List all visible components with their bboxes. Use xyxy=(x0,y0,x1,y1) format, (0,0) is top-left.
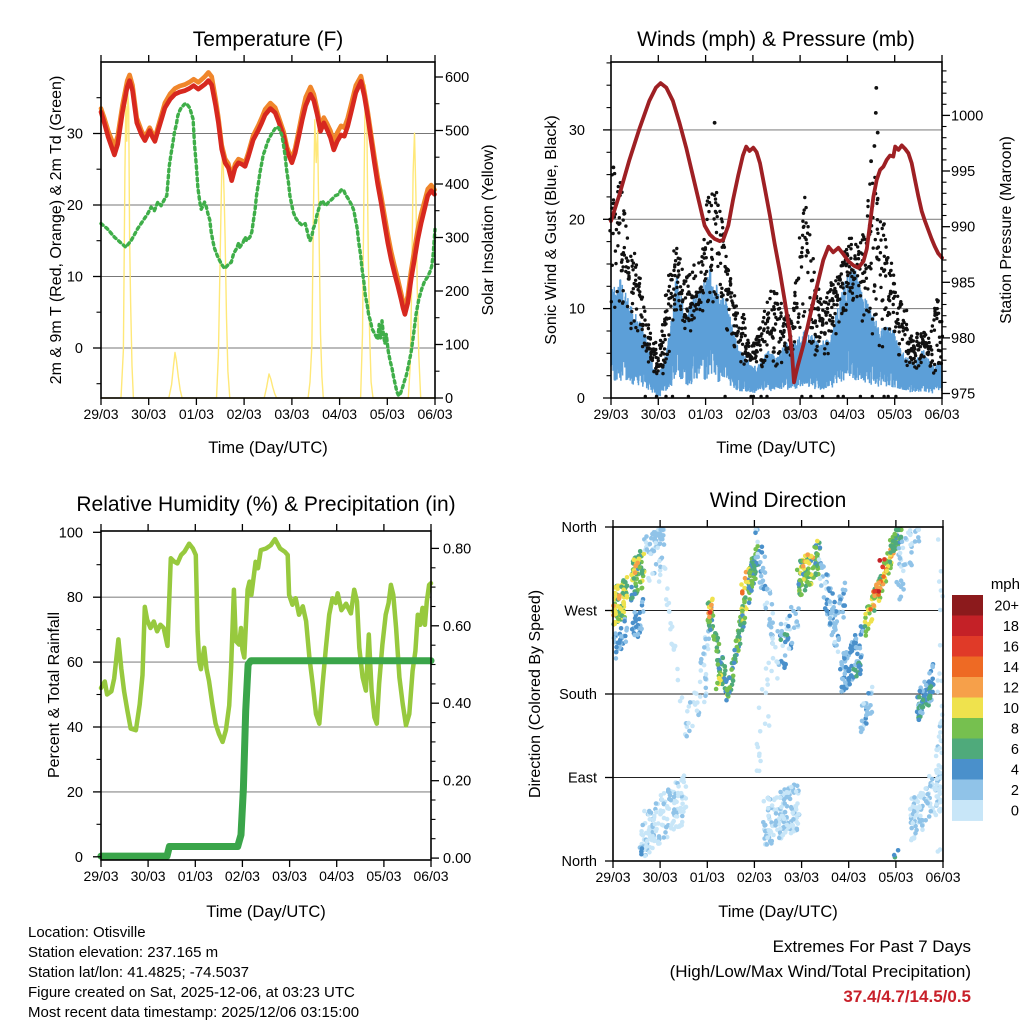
temperature-title: Temperature (F) xyxy=(192,28,344,51)
y-tick-label: 300 xyxy=(445,230,470,247)
y-tick-label: 0.40 xyxy=(443,696,472,713)
temperature-xaxis-label: Time (Day/UTC) xyxy=(208,439,328,457)
x-tick-label: 06/03 xyxy=(413,868,449,884)
y-tick-label: 0 xyxy=(74,341,83,357)
y-tick-label: 30 xyxy=(66,126,83,143)
x-tick-label: 01/03 xyxy=(177,868,213,884)
y-tick-label: 985 xyxy=(951,275,976,292)
y-tick-label: 20 xyxy=(66,784,83,801)
y-tick-label: 0.20 xyxy=(443,773,472,790)
y-tick-label: 0.80 xyxy=(443,541,472,558)
station-location: Location: Otisville xyxy=(28,924,146,941)
humidity-precip-plot xyxy=(59,524,471,884)
y-tick-label: 500 xyxy=(445,123,470,140)
x-tick-label: 02/03 xyxy=(736,869,772,885)
temperature-plot xyxy=(67,55,469,422)
temperature-yaxis-label: 2m & 9m T (Red, Orange) & 2m Td (Green) xyxy=(48,75,65,385)
x-tick-label: 30/03 xyxy=(640,406,676,422)
colorbar-tick-label: 2 xyxy=(1010,782,1019,799)
y-tick-label: 0 xyxy=(576,391,585,407)
y-tick-label: 400 xyxy=(445,177,470,193)
station-latlon: Station lat/lon: 41.4825; -74.5037 xyxy=(28,964,250,981)
x-tick-label: 03/03 xyxy=(784,869,820,885)
x-tick-label: 05/03 xyxy=(878,869,914,885)
x-tick-label: 04/03 xyxy=(829,406,865,422)
wind-gust-yaxis-label: Sonic Wind & Gust (Blue, Black) xyxy=(543,115,560,345)
y-tick-label: 0 xyxy=(74,849,83,866)
colorbar-tick-label: 8 xyxy=(1010,721,1019,738)
x-tick-label: 05/03 xyxy=(366,868,402,884)
speed-colorbar xyxy=(952,576,1020,821)
x-tick-label: 03/03 xyxy=(782,406,818,422)
direction-yaxis-label: Direction (Colored By Speed) xyxy=(527,589,544,799)
y-tick-label: 20 xyxy=(568,212,585,229)
station-elevation: Station elevation: 237.165 m xyxy=(28,944,219,961)
colorbar-tick-label: 20+ xyxy=(994,598,1019,615)
x-tick-label: 06/03 xyxy=(924,406,960,422)
x-tick-label: 04/03 xyxy=(322,406,358,422)
colorbar-tick-label: 10 xyxy=(1002,700,1019,717)
y-tick-label: 100 xyxy=(58,525,83,542)
extremes-subheading: (High/Low/Max Wind/Total Precipitation) xyxy=(669,962,971,981)
y-tick-label: 100 xyxy=(445,337,470,354)
x-tick-label: 03/03 xyxy=(272,868,308,884)
x-tick-label: 05/03 xyxy=(369,406,405,422)
y-tick-label: North xyxy=(561,854,597,870)
y-tick-label: 0.60 xyxy=(443,618,472,635)
humidity-yaxis-label: Percent & Total Rainfall xyxy=(46,611,63,779)
extremes-values: 37.4/4.7/14.5/0.5 xyxy=(843,987,971,1006)
x-tick-label: 29/03 xyxy=(595,869,631,885)
y-tick-label: 995 xyxy=(951,164,976,180)
colorbar-tick-label: 6 xyxy=(1010,741,1019,758)
wind-direction-title: Wind Direction xyxy=(709,489,847,512)
y-tick-label: 0.00 xyxy=(443,851,472,868)
x-tick-label: 01/03 xyxy=(689,869,725,885)
x-tick-label: 01/03 xyxy=(178,406,214,422)
humidity-xaxis-label: Time (Day/UTC) xyxy=(206,903,326,921)
x-tick-label: 29/03 xyxy=(83,406,119,422)
x-tick-label: 06/03 xyxy=(925,869,961,885)
y-tick-label: 600 xyxy=(445,70,470,86)
colorbar-tick-label: 16 xyxy=(1002,639,1019,656)
x-tick-label: 29/03 xyxy=(593,406,629,422)
x-tick-label: 30/03 xyxy=(130,868,166,884)
x-tick-label: 03/03 xyxy=(274,406,310,422)
y-tick-label: 80 xyxy=(66,590,83,607)
y-tick-label: 30 xyxy=(568,122,585,139)
winds-pressure-title: Winds (mph) & Pressure (mb) xyxy=(637,28,915,51)
y-tick-label: 40 xyxy=(66,720,83,736)
y-tick-label: 980 xyxy=(951,330,976,347)
colorbar-tick-label: 4 xyxy=(1010,762,1019,779)
x-tick-label: 29/03 xyxy=(83,868,119,884)
x-tick-label: 01/03 xyxy=(688,406,724,422)
extremes-block xyxy=(670,934,971,1009)
x-tick-label: 02/03 xyxy=(226,406,262,422)
x-tick-label: 02/03 xyxy=(224,868,260,884)
x-tick-label: 05/03 xyxy=(877,406,913,422)
humidity-precip-title: Relative Humidity (%) & Precipitation (in) xyxy=(76,493,456,516)
x-tick-label: 06/03 xyxy=(417,406,453,422)
wind-direction-plot xyxy=(559,520,961,885)
winds-xaxis-label: Time (Day/UTC) xyxy=(716,439,836,457)
y-tick-label: 10 xyxy=(568,301,585,318)
colorbar-tick-label: 14 xyxy=(1002,659,1019,676)
pressure-yaxis-label: Station Pressure (Maroon) xyxy=(998,136,1015,324)
x-tick-label: 04/03 xyxy=(319,868,355,884)
y-tick-label: 975 xyxy=(951,386,976,403)
x-tick-label: 04/03 xyxy=(831,869,867,885)
x-tick-label: 30/03 xyxy=(642,869,678,885)
y-tick-label: 60 xyxy=(66,655,83,672)
solar-yaxis-label: Solar Insolation (Yellow) xyxy=(480,144,497,316)
direction-xaxis-label: Time (Day/UTC) xyxy=(718,903,838,921)
x-tick-label: 02/03 xyxy=(735,406,771,422)
y-tick-label: West xyxy=(564,603,597,620)
winds-pressure-plot xyxy=(569,55,983,422)
y-tick-label: 20 xyxy=(66,198,83,214)
colorbar-title: mph xyxy=(990,576,1020,593)
y-tick-label: 1000 xyxy=(951,108,984,125)
x-tick-label: 30/03 xyxy=(131,406,167,422)
y-tick-label: North xyxy=(561,520,597,536)
extremes-heading: Extremes For Past 7 Days xyxy=(772,937,971,956)
figure-created-timestamp: Figure created on Sat, 2025-12-06, at 03:23 UTC xyxy=(28,984,355,1001)
y-tick-label: 990 xyxy=(951,219,976,236)
y-tick-label: 10 xyxy=(66,269,83,286)
y-tick-label: South xyxy=(559,687,597,703)
colorbar-tick-label: 0 xyxy=(1010,803,1019,820)
y-tick-label: 0 xyxy=(445,391,454,407)
y-tick-label: East xyxy=(567,770,597,787)
colorbar-tick-label: 12 xyxy=(1002,680,1019,697)
station-info-block xyxy=(28,923,359,1023)
most-recent-data-timestamp: Most recent data timestamp: 2025/12/06 03:15:00 xyxy=(28,1004,360,1021)
y-tick-label: 200 xyxy=(445,284,470,300)
colorbar-tick-label: 18 xyxy=(1002,618,1019,635)
